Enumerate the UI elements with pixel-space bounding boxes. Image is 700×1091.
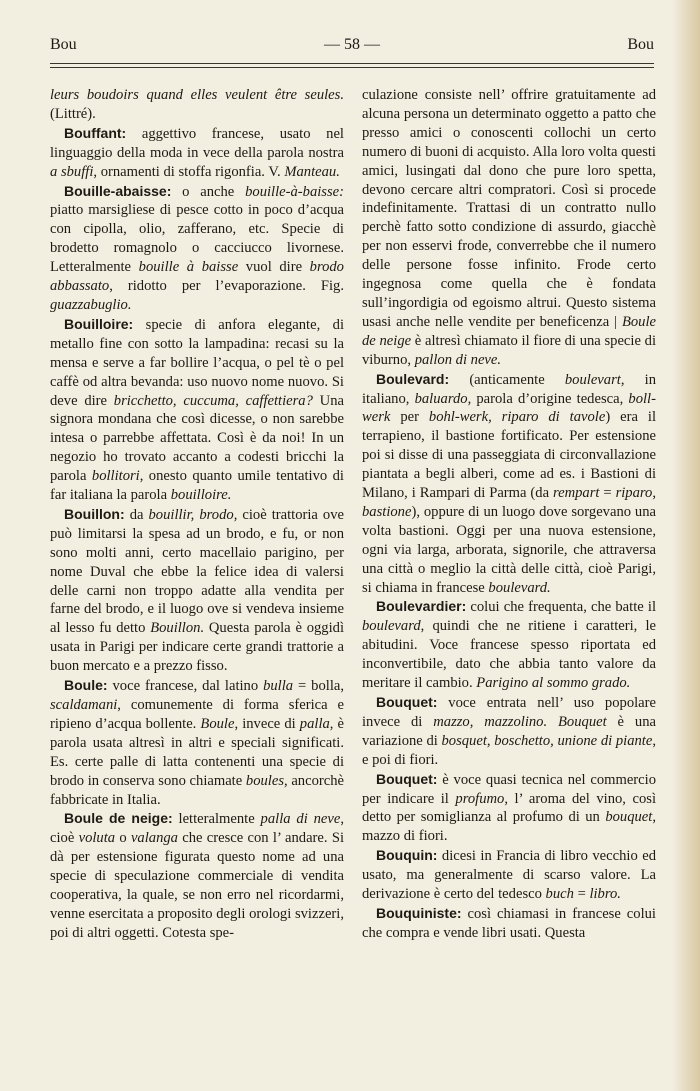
italic-text: palla di neve <box>260 811 341 828</box>
italic-text: guazzabuglio. <box>50 296 132 313</box>
italic-text: valanga <box>130 830 178 847</box>
entry-text: (Littré). <box>50 105 96 122</box>
right-column <box>362 86 656 943</box>
entry-text: , e poi di fiori. <box>362 732 656 768</box>
italic-text: libro. <box>589 886 621 903</box>
entry-text: aggettivo francese, usato nel linguaggio della moda in vece della parola nostra <box>50 125 344 161</box>
italic-text: Boule de neige <box>362 313 656 349</box>
dictionary-entry <box>362 904 656 943</box>
dictionary-entry <box>50 182 344 315</box>
running-header <box>50 36 654 60</box>
entry-text: voce francese, dal latino <box>107 678 264 695</box>
dictionary-entry <box>362 846 656 904</box>
entry-text: , l’ aroma del vino, così detto per somiglianza al profumo di un <box>362 790 656 826</box>
entry-text: o anche <box>171 183 246 200</box>
italic-text: riparo, bastione <box>362 485 656 520</box>
entry-text: letteralmente <box>172 811 261 828</box>
italic-text: boulevart <box>564 371 621 388</box>
entry-text: dicesi in Francia di libro vecchio ed usato, ma generalmente di scarso valore. La derivazione è certo del tedesco <box>362 848 656 903</box>
entry-text: , quindi che ne ritiene i caratteri, le abitudini. Voce francese spesso riportata ed inconvertibile, dato che abbia tanto valore da meritare il cambio. <box>362 618 656 692</box>
italic-text: bouquet <box>605 809 653 826</box>
entry-text: colui che frequenta, che batte il <box>466 599 656 616</box>
entry-headword: Bouquet: <box>376 694 438 710</box>
italic-text: baluardo <box>414 390 468 407</box>
entry-text: , in italiano, <box>362 371 657 407</box>
italic-text: bulla <box>263 678 294 695</box>
entry-text: così chiamasi in francese colui che compra e vende libri usati. Questa <box>362 905 656 941</box>
italic-text: Bouillon. <box>150 620 205 637</box>
italic-text: boules <box>245 772 284 789</box>
entry-headword: Bouilloire: <box>64 315 134 332</box>
left-column <box>50 86 344 943</box>
dictionary-entry <box>362 693 656 770</box>
italic-text: bouille-à-baisse: <box>245 183 344 200</box>
page-edge-shadow <box>672 0 700 1091</box>
dictionary-entry <box>50 315 344 505</box>
entry-text: specie di anfora elegante, di metallo fine con sotto la lampadina: recasi su la mensa e serve a far bollire l’acqua, o pel tè o pel caffè od altra bevanda: uso nuovo nome nuovo. Si deve dire <box>50 316 344 409</box>
entry-text: (anticamente <box>449 371 565 388</box>
entry-text: , ancorchè fabbricate in Italia. <box>50 772 344 808</box>
entry-headword: Bouillon: <box>64 505 125 522</box>
entry-text: che cresce con l’ andare. Si dà per estensione figurata questo nome ad una specie di speculazione commerciale di vendita cooperativa, la quale, se non erro nel ricordarmi, venne esercitata a proposito degli orologi svizzeri, poi di altri oggetti. Cotesta spe- <box>50 830 344 941</box>
italic-text: bohl-werk, riparo di tavole <box>428 409 606 426</box>
entry-text: = <box>599 485 616 502</box>
entry-headword: Boule: <box>64 677 108 694</box>
entry-text: voce entrata nell’ uso popolare invece di <box>362 695 656 730</box>
italic-text: boulevard. <box>488 579 551 596</box>
italic-text: Boule <box>200 715 235 732</box>
entry-text: , onesto quanto umile tentativo di far italiana la parola <box>50 468 344 504</box>
entry-text: è altresì chiamato il fiore di una specie di viburno, <box>362 332 656 368</box>
entry-text: = bolla, <box>293 678 344 695</box>
page-number: — 58 — <box>324 36 380 53</box>
italic-text: scaldamani <box>50 697 118 713</box>
italic-text: bouille à baisse <box>138 259 239 276</box>
entry-headword: Bouquiniste: <box>376 904 462 921</box>
dictionary-entry <box>362 770 656 847</box>
italic-text: bouilloire. <box>170 487 232 504</box>
entry-headword: Bouffant: <box>64 124 127 141</box>
continued-text <box>50 86 344 124</box>
entry-text: piatto marsigliese di pesce cotto in poco d’acqua con cipolla, olio, zafferano, etc. Specie di brodetto romagnolo o cacciucco livornese. Letteralmente <box>50 202 344 276</box>
entry-text: è voce quasi tecnica nel commercio per indicare il <box>362 771 656 807</box>
italic-text: brodo abbassato <box>50 259 344 295</box>
italic-text: bollitori <box>91 468 140 485</box>
entry-headword: Boulevard: <box>376 370 450 387</box>
entry-text: Questa parola è oggidì usata in Parigi per indicare certe grandi trattorie a buon mercato e a prezzo fisso. <box>50 620 344 675</box>
entry-text: culazione consiste nell’ offrire gratuitamente ad alcuna persona un determinato oggetto a patto che presso amici o conoscenti collochi un certo numero di buoni di acquisto. Alla loro volta questi amici, lusingati dal dono che pure loro spetta, devono cercare altri compratori. Così si procede indefinitamente. Trattasi di un contratto nullo perchè fatto sotto condizione di assurdo, giacchè per non esservi frode, converrebbe che il numero delle persone fosse infinito. Frode certo ingegnosa come quella che è fondata sull’ingordigia od egoismo altrui. Questo sistema usasi anche nelle vendite per beneficenza | <box>362 87 656 330</box>
entry-text: , cioè trattoria ove può limitarsi la spesa ad un brodo, e fu, or non sono molti anni, certo macellaio parigino, per nome Duval che ebbe la felice idea di valersi delle carni non troppo adatte alla vendita per farne del brodo, e il luogo ove si vendeva insieme al lesso fu detto <box>50 506 344 637</box>
entry-text: = <box>573 886 590 903</box>
entry-headword: Bouille-abaisse: <box>64 182 172 199</box>
entry-text: da <box>124 506 149 523</box>
italic-text: profumo <box>455 790 505 807</box>
dictionary-entry <box>362 370 656 598</box>
italic-text: boulevard <box>362 618 421 635</box>
entry-headword: Boule de neige: <box>64 810 173 827</box>
dictionary-entry <box>50 809 344 942</box>
italic-text: leurs boudoirs quand elles veulent être seules. <box>50 87 344 103</box>
italic-text: palla <box>299 715 330 732</box>
dictionary-entry <box>50 676 344 809</box>
entry-text: , invece di <box>234 715 300 732</box>
entry-headword: Bouquin: <box>376 847 438 864</box>
entry-headword: Boulevardier: <box>376 598 467 615</box>
entry-text: , cioè <box>50 811 344 847</box>
italic-text: Manteau. <box>284 163 340 180</box>
italic-text: bosquet, boschetto, unione di piante <box>441 732 653 749</box>
italic-text: a sbuffi <box>50 163 94 180</box>
header-rule-thin <box>50 67 654 68</box>
continued-text <box>362 86 656 370</box>
header-left-guide-word: Bou <box>50 36 77 53</box>
entry-text: vuol dire <box>238 259 310 276</box>
entry-text: ), oppure di un luogo dove sorgevano una volta bastioni. Oggi per una nuova estensione, ogni via larga, arborata, signorile, che attraversa una città o meglio la città delle città, cioè Parigi, si chiama in francese <box>362 503 656 596</box>
dictionary-entry <box>50 505 344 676</box>
dictionary-entry <box>362 597 656 693</box>
entry-text: , comunemente di forma sferica e ripieno d’acqua bollente. <box>50 697 344 732</box>
italic-text: Parigino al sommo grado. <box>476 675 631 692</box>
entry-text: , ornamenti di stoffa rigonfia. V. <box>93 163 285 180</box>
entry-text: , è parola usata altresì in altri e speciali significati. Es. certe palle di latta contenenti una specie di brodo in conserva sono chiamate <box>50 715 345 789</box>
italic-text: mazzo, mazzolino. Bouquet <box>433 713 607 730</box>
header-right-guide-word: Bou <box>627 36 654 53</box>
entry-text: , ridotto per l’evaporazione. Fig. <box>109 278 344 295</box>
entry-text: o <box>115 830 131 847</box>
entry-text: ) era il terrapieno, il bastione fortificato. Per estensione poi si disse di una passeggiata di circonvallazione piantata a begli alberi, come ad es. i Bastioni di Milano, i Rampari di Parma (da <box>362 409 656 502</box>
italic-text: pallon di neve. <box>414 351 502 368</box>
italic-text: bricchetto, cuccuma, caffettiera? <box>113 392 313 409</box>
entry-text: per <box>390 409 429 426</box>
entry-text: , mazzo di fiori. <box>362 809 656 845</box>
italic-text: voluta <box>78 830 116 847</box>
header-rule <box>50 63 654 64</box>
entry-text: , parola d’origine tedesca, <box>467 390 629 407</box>
entry-text: Una signora mondana che così dicesse, o non sarebbe intesa o parrebbe affettata. Così è da noi! In un negozio ho trovato accanto a codesti bricchi la parola <box>50 392 344 485</box>
italic-text: buch <box>545 886 574 903</box>
entry-text: è una variazione di <box>362 713 656 749</box>
dictionary-entry <box>50 124 344 182</box>
italic-text: rempart <box>552 485 600 502</box>
entry-headword: Bouquet: <box>376 770 438 787</box>
italic-text: boll-werk <box>362 390 656 426</box>
italic-text: bouillir, brodo <box>148 506 234 523</box>
